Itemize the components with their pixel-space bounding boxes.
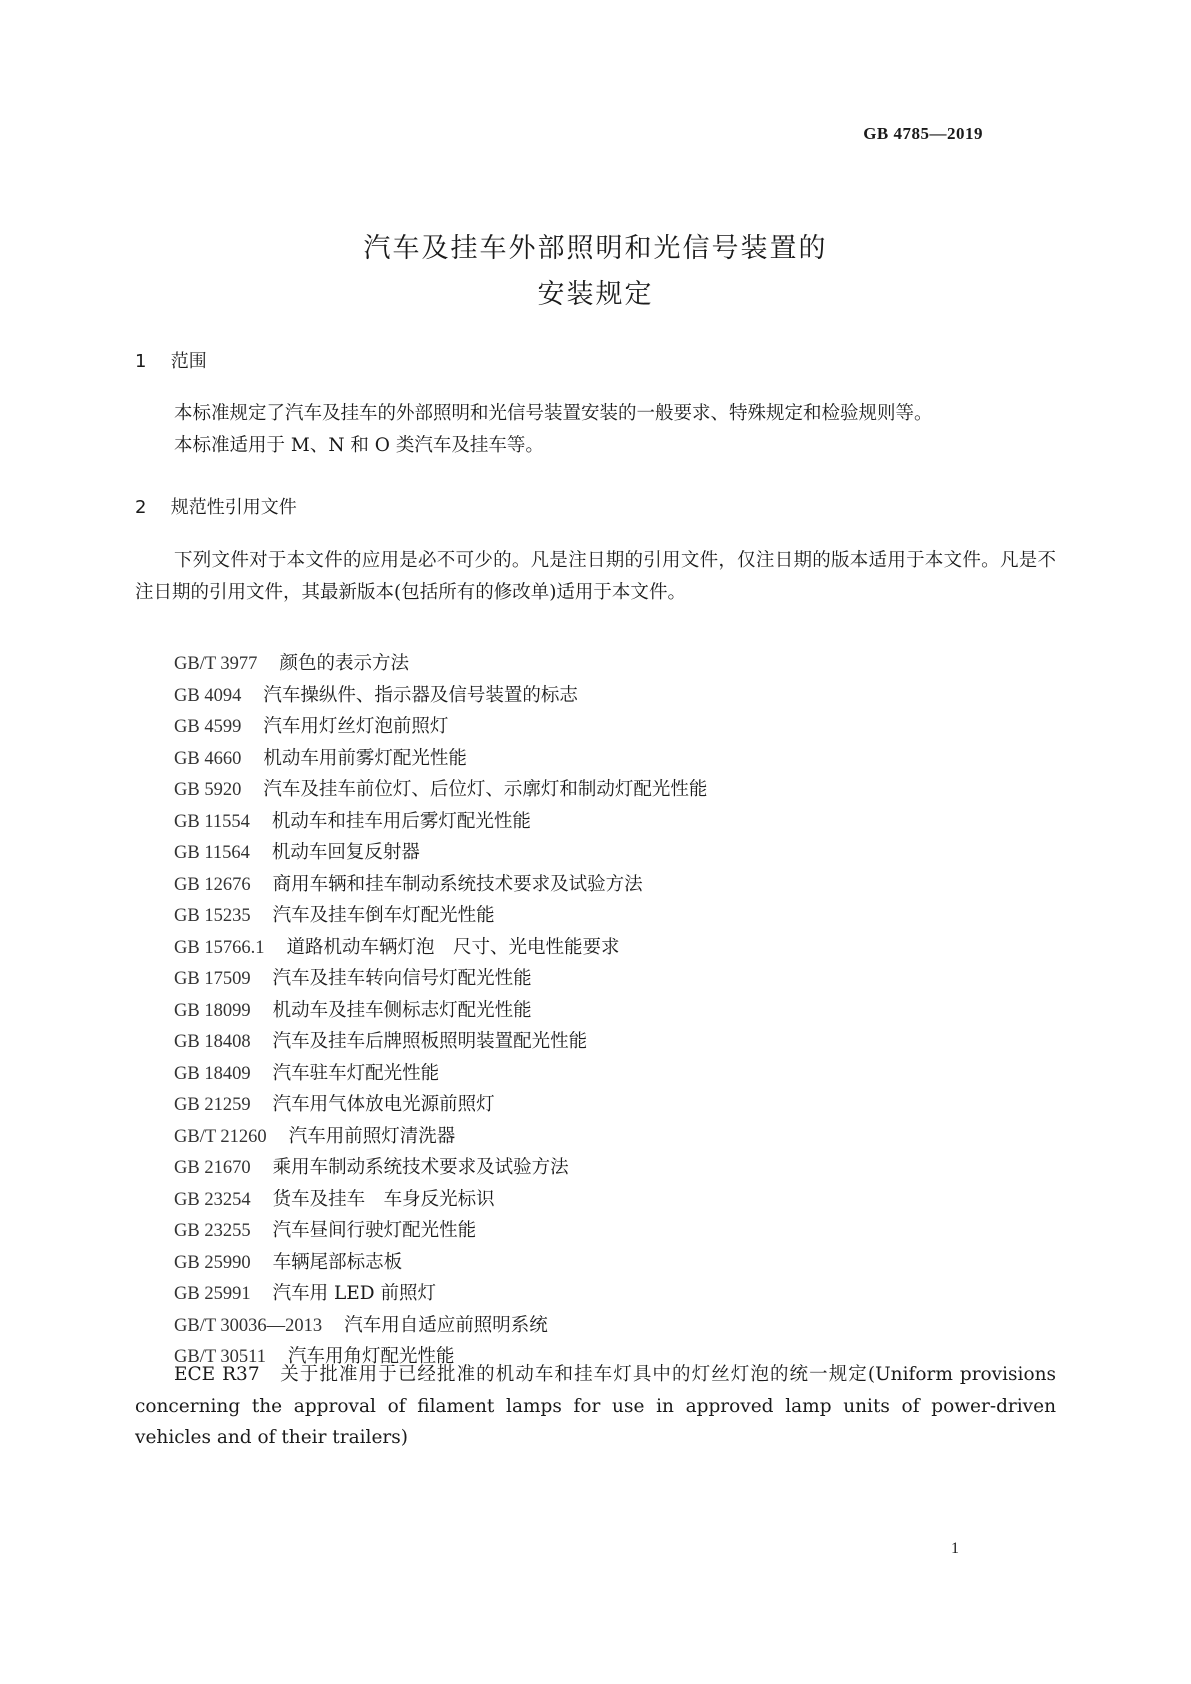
reference-code: GB 4660 (174, 748, 242, 769)
reference-code: GB 17509 (174, 969, 251, 989)
reference-title: 汽车用自适应前照明系统 (344, 1314, 548, 1336)
reference-title: 道路机动车辆灯泡 尺寸、光电性能要求 (286, 936, 620, 958)
reference-item (174, 1184, 1056, 1216)
section-2-heading (135, 493, 297, 519)
ece-paragraph (135, 1359, 1056, 1454)
reference-code: GB 18408 (174, 1032, 251, 1052)
reference-item (174, 648, 1056, 680)
reference-title: 汽车及挂车转向信号灯配光性能 (272, 968, 532, 989)
reference-item (174, 1026, 1056, 1058)
section-2-body (135, 545, 1056, 608)
reference-item (174, 932, 1056, 964)
paragraph: 本标准适用于 M、N 和 O 类汽车及挂车等。 (174, 434, 544, 456)
reference-title: 机动车及挂车侧标志灯配光性能 (272, 999, 532, 1021)
reference-item (174, 711, 1056, 743)
reference-title: 机动车用前雾灯配光性能 (263, 747, 467, 769)
reference-title: 汽车驻车灯配光性能 (272, 1062, 440, 1084)
standard-code: GB 4785—2019 (863, 124, 983, 143)
reference-item (174, 1058, 1056, 1090)
reference-code: ECE R37 (174, 1364, 260, 1385)
section-title: 范围 (170, 351, 207, 372)
reference-title: 车辆尾部标志板 (272, 1251, 403, 1273)
reference-title: 货车及挂车 车身反光标识 (272, 1188, 495, 1210)
reference-code: GB/T 30036—2013 (174, 1315, 323, 1336)
reference-item (174, 1152, 1056, 1184)
reference-item (174, 995, 1056, 1027)
reference-code: GB/T 21260 (174, 1126, 267, 1147)
reference-code: GB 5920 (174, 780, 242, 800)
reference-code: GB 21670 (174, 1158, 251, 1178)
page-number: 1 (951, 1540, 959, 1557)
title-line-1: 汽车及挂车外部照明和光信号装置的 (363, 233, 828, 264)
reference-title: 汽车操纵件、指示器及信号装置的标志 (263, 684, 578, 706)
reference-item (174, 1247, 1056, 1279)
reference-item (174, 774, 1056, 806)
reference-code: GB 4094 (174, 685, 242, 706)
reference-title: 汽车用角灯配光性能 (288, 1346, 455, 1367)
reference-title: 关于批准用于已经批准的机动车和挂车灯具中的灯丝灯泡的统一规定(Uniform provisions concerning the approval of filament lamps for use in approved lamp units of power-driven vehicles and of their trailers) (135, 1364, 1057, 1448)
reference-code: GB/T 30511 (174, 1347, 266, 1367)
reference-code: GB 21259 (174, 1095, 251, 1115)
reference-title: 乘用车制动系统技术要求及试验方法 (272, 1157, 569, 1178)
reference-list (174, 648, 1056, 1373)
reference-title: 机动车和挂车用后雾灯配光性能 (271, 810, 531, 832)
reference-item (174, 963, 1056, 995)
reference-title: 汽车用气体放电光源前照灯 (272, 1094, 495, 1115)
section-number: 2 (135, 497, 147, 518)
reference-item (174, 1121, 1056, 1153)
section-title: 规范性引用文件 (170, 497, 297, 518)
reference-title: 汽车及挂车后牌照板照明装置配光性能 (272, 1031, 588, 1052)
title-line-2: 安装规定 (537, 279, 654, 310)
paragraph: 本标准规定了汽车及挂车的外部照明和光信号装置安装的一般要求、特殊规定和检验规则等。 (174, 403, 933, 424)
section-1-heading (135, 347, 207, 373)
reference-item (174, 900, 1056, 932)
reference-title: 机动车回复反射器 (271, 842, 420, 863)
reference-item (174, 743, 1056, 775)
reference-title: 商用车辆和挂车制动系统技术要求及试验方法 (272, 873, 643, 895)
reference-code: GB 25991 (174, 1284, 251, 1304)
reference-code: GB 15766.1 (174, 937, 265, 958)
reference-code: GB 25990 (174, 1252, 251, 1273)
reference-code: GB/T 3977 (174, 654, 258, 674)
reference-code: GB 18099 (174, 1000, 251, 1021)
reference-code: GB 15235 (174, 906, 251, 926)
reference-code: GB 12676 (174, 874, 251, 895)
reference-code: GB 23255 (174, 1221, 251, 1241)
reference-item (174, 680, 1056, 712)
reference-item (174, 806, 1056, 838)
reference-code: GB 23254 (174, 1189, 251, 1210)
section-1-body (135, 398, 1056, 461)
reference-title: 汽车用灯丝灯泡前照灯 (263, 716, 449, 737)
reference-item (174, 869, 1056, 901)
reference-item (174, 1310, 1056, 1342)
reference-item (174, 837, 1056, 869)
reference-item (174, 1278, 1056, 1310)
reference-code: GB 11554 (174, 811, 250, 832)
reference-code: GB 18409 (174, 1063, 251, 1084)
reference-title: 颜色的表示方法 (279, 653, 409, 674)
document-title (0, 226, 1191, 318)
reference-code: GB 4599 (174, 717, 242, 737)
reference-title: 汽车及挂车倒车灯配光性能 (272, 905, 495, 926)
reference-title: 汽车用 LED 前照灯 (272, 1283, 436, 1304)
ece-reference (135, 1359, 1056, 1454)
reference-title: 汽车及挂车前位灯、后位灯、示廓灯和制动灯配光性能 (263, 779, 708, 800)
section-number: 1 (135, 351, 147, 372)
reference-item (174, 1089, 1056, 1121)
reference-item (174, 1215, 1056, 1247)
reference-title: 汽车用前照灯清洗器 (288, 1125, 456, 1147)
paragraph: 下列文件对于本文件的应用是必不可少的。凡是注日期的引用文件，仅注日期的版本适用于本文件。凡是不注日期的引用文件，其最新版本(包括所有的修改单)适用于本文件。 (135, 550, 1056, 603)
reference-code: GB 11564 (174, 843, 250, 863)
reference-title: 汽车昼间行驶灯配光性能 (272, 1220, 477, 1241)
